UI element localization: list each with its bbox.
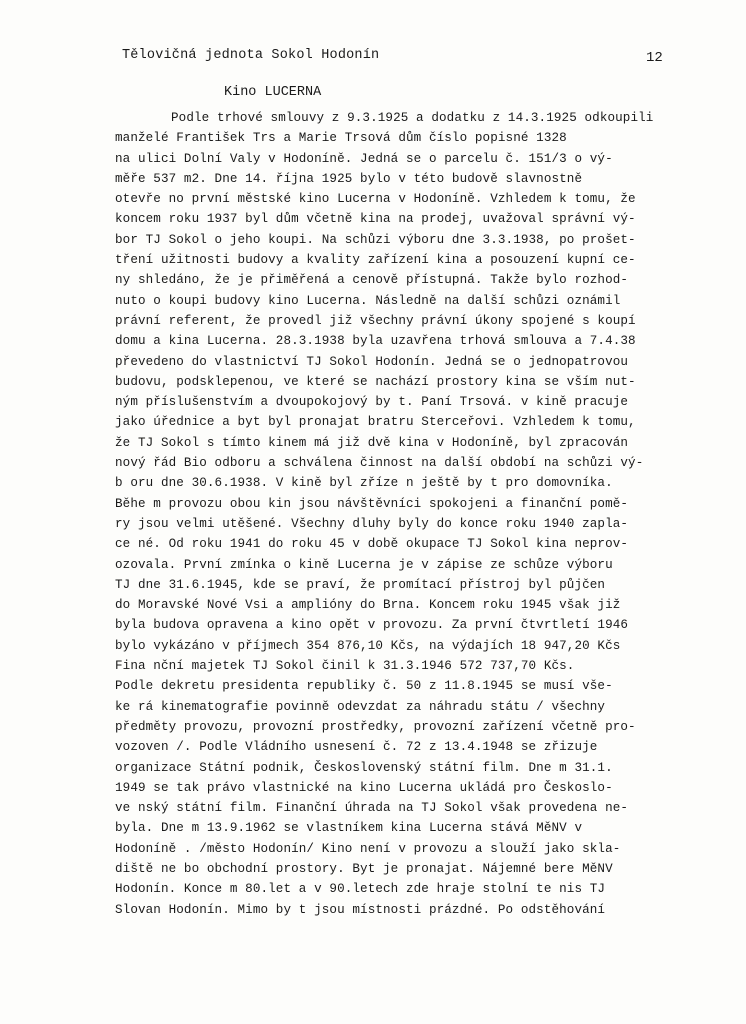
- text-line: budovu, podsklepenou, ve které se nachází prostory kina se vším nut-: [115, 374, 636, 389]
- text-line: ným příslušenstvím a dvoupokojový by t. Paní Trsová. v kině pracuje: [115, 395, 629, 410]
- text-line: koncem roku 1937 byl dům včetně kina na prodej, uvažoval správní vý-: [115, 212, 636, 227]
- text-line: byla budova opravena a kino opět v provozu. Za první čtvrtletí 1946: [115, 618, 629, 633]
- text-line: b oru dne 30.6.1938. V kině byl zříze n ještě by t pro domovníka.: [115, 476, 613, 491]
- body-text: [115, 108, 695, 920]
- text-line: jako úřednice a byt byl pronajat bratru Sterceřovi. Vzhledem k tomu,: [115, 415, 636, 430]
- page-header: Tělovičná jednota Sokol Hodonín: [122, 48, 380, 63]
- text-line: otevře no první městské kino Lucerna v Hodoníně. Vzhledem k tomu, že: [115, 192, 636, 207]
- text-line: na ulici Dolní Valy v Hodoníně. Jedná se o parcelu č. 151/3 o vý-: [115, 151, 613, 166]
- text-line: tření užitnosti budovy a kvality zařízení kina a posouzení kupní ce-: [115, 253, 636, 268]
- text-line: Hodoníně . /město Hodonín/ Kino není v provozu a slouží jako skla-: [115, 841, 621, 856]
- text-line: manželé František Trs a Marie Trsová dům číslo popisné 1328: [115, 131, 567, 146]
- text-line: ke rá kinematografie povinně odevzdat za náhradu státu / všechny: [115, 699, 606, 714]
- text-line: ry jsou velmi utěšené. Všechny dluhy byly do konce roku 1940 zapla-: [115, 516, 629, 531]
- text-line: vozoven /. Podle Vládního usnesení č. 72 z 13.4.1948 se zřizuje: [115, 740, 598, 755]
- text-line: ny shledáno, že je přiměřená a cenově přístupná. Takže bylo rozhod-: [115, 273, 629, 288]
- text-line: do Moravské Nové Vsi a amplióny do Brna. Koncem roku 1945 však již: [115, 598, 621, 613]
- text-line: Podle dekretu presidenta republiky č. 50 z 11.8.1945 se musí vše-: [115, 679, 613, 694]
- text-line: ve nský státní film. Finanční úhrada na TJ Sokol však provedena ne-: [115, 801, 629, 816]
- text-line: že TJ Sokol s tímto kinem má již dvě kina v Hodoníně, byl zpracován: [115, 435, 629, 450]
- text-line: Slovan Hodonín. Mimo by t jsou místnosti prázdné. Po odstěhování: [115, 902, 606, 917]
- page-number: 12: [646, 50, 663, 66]
- text-line: měře 537 m2. Dne 14. října 1925 bylo v této budově slavnostně: [115, 171, 583, 186]
- section-title: Kino LUCERNA: [224, 85, 322, 100]
- text-line: ce né. Od roku 1941 do roku 45 v době okupace TJ Sokol kina neprov-: [115, 537, 629, 552]
- text-line: Hodonín. Konce m 80.let a v 90.letech zde hraje stolní te nis TJ: [115, 882, 606, 897]
- text-line: 1949 se tak právo vlastnické na kino Lucerna ukládá pro Českoslo-: [115, 780, 613, 795]
- text-line: diště ne bo obchodní prostory. Byt je pronajat. Nájemné bere MěNV: [115, 861, 613, 876]
- text-line: byla. Dne m 13.9.1962 se vlastníkem kina Lucerna stává MěNV v: [115, 821, 583, 836]
- text-line: ozovala. První zmínka o kině Lucerna je v zápise ze schůze výboru: [115, 557, 613, 572]
- text-line: Běhe m provozu obou kin jsou návštěvníci spokojeni a finanční pomě-: [115, 496, 629, 511]
- text-line: TJ dne 31.6.1945, kde se praví, že promítací přístroj byl půjčen: [115, 577, 606, 592]
- text-line: Podle trhové smlouvy z 9.3.1925 a dodatku z 14.3.1925 odkoupili: [171, 111, 654, 125]
- text-line: bor TJ Sokol o jeho koupi. Na schůzi výboru dne 3.3.1938, po prošet-: [115, 232, 636, 247]
- text-line: právní referent, že provedl již všechny právní úkony spojené s koupí: [115, 313, 636, 328]
- text-line: převedeno do vlastnictví TJ Sokol Hodonín. Jedná se o jednopatrovou: [115, 354, 629, 369]
- text-line: domu a kina Lucerna. 28.3.1938 byla uzavřena trhová smlouva a 7.4.38: [115, 334, 636, 349]
- text-line: nuto o koupi budovy kino Lucerna. Následně na další schůzi oznámil: [115, 293, 621, 308]
- text-line: nový řád Bio odboru a schválena činnost na další období na schůzi vý-: [115, 456, 644, 471]
- text-line: předměty provozu, provozní prostředky, provozní zařízení včetně pro-: [115, 719, 636, 734]
- text-line: organizace Státní podnik, Československý státní film. Dne m 31.1.: [115, 760, 613, 775]
- text-line: Fina nční majetek TJ Sokol činil k 31.3.1946 572 737,70 Kčs.: [115, 659, 575, 674]
- text-line: bylo vykázáno v příjmech 354 876,10 Kčs, na výdajích 18 947,20 Kčs: [115, 638, 621, 653]
